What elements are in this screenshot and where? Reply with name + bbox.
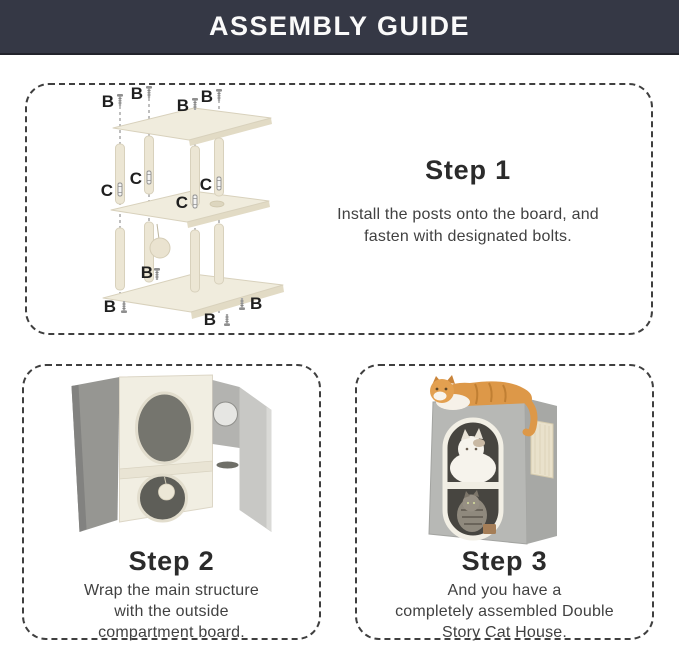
- step1-text-block: [318, 155, 618, 248]
- step2-illustration: [69, 374, 274, 542]
- compartment-back-panel: [212, 380, 239, 469]
- step2-panel: [22, 364, 321, 640]
- bolt-label-b: B: [250, 294, 263, 313]
- compartment-right-wing: [239, 387, 271, 532]
- cat-house: [429, 398, 557, 544]
- bolt-label-c: C: [100, 181, 113, 200]
- inner-shelf: [447, 482, 499, 489]
- bolt-label-b: B: [176, 96, 189, 115]
- step3-illustration: [385, 374, 625, 552]
- bolt-label-b: B: [101, 92, 114, 111]
- step3-panel: [355, 364, 654, 640]
- bolt-label-b: B: [200, 87, 213, 106]
- bolt-label-b: B: [203, 310, 216, 329]
- step3-description: And you have a completely assembled Double Story Cat House.: [395, 582, 614, 641]
- compartment-left-wing: [71, 377, 119, 532]
- main-structure: [119, 375, 212, 522]
- step1-title: Step 1: [425, 155, 511, 185]
- bolt-label-b: B: [103, 297, 116, 316]
- page-title: ASSEMBLY GUIDE: [208, 11, 471, 41]
- bolt-label-c: C: [129, 169, 142, 188]
- step1-panel: [25, 83, 653, 335]
- step3-title: Step 3: [461, 546, 548, 576]
- bolt-label-b: B: [130, 86, 143, 103]
- brand-tag: [483, 524, 496, 534]
- header-bar: [0, 0, 679, 55]
- top-opening: [136, 393, 192, 463]
- slot-hole: [216, 462, 238, 469]
- bolt-label-b: B: [140, 263, 153, 282]
- top-board: [113, 108, 272, 146]
- bolt-label-c: C: [199, 175, 212, 194]
- bolt-label-c: C: [175, 193, 188, 212]
- toy-ball: [158, 484, 174, 500]
- step2-description: Wrap the main structure with the outside compartment board.: [83, 582, 260, 641]
- cat-tree-exploded-diagram: [99, 86, 334, 336]
- peek-hole: [213, 402, 237, 426]
- step1-description: Install the posts onto the board, and fasten with designated bolts.: [337, 206, 599, 245]
- step2-title: Step 2: [128, 546, 215, 576]
